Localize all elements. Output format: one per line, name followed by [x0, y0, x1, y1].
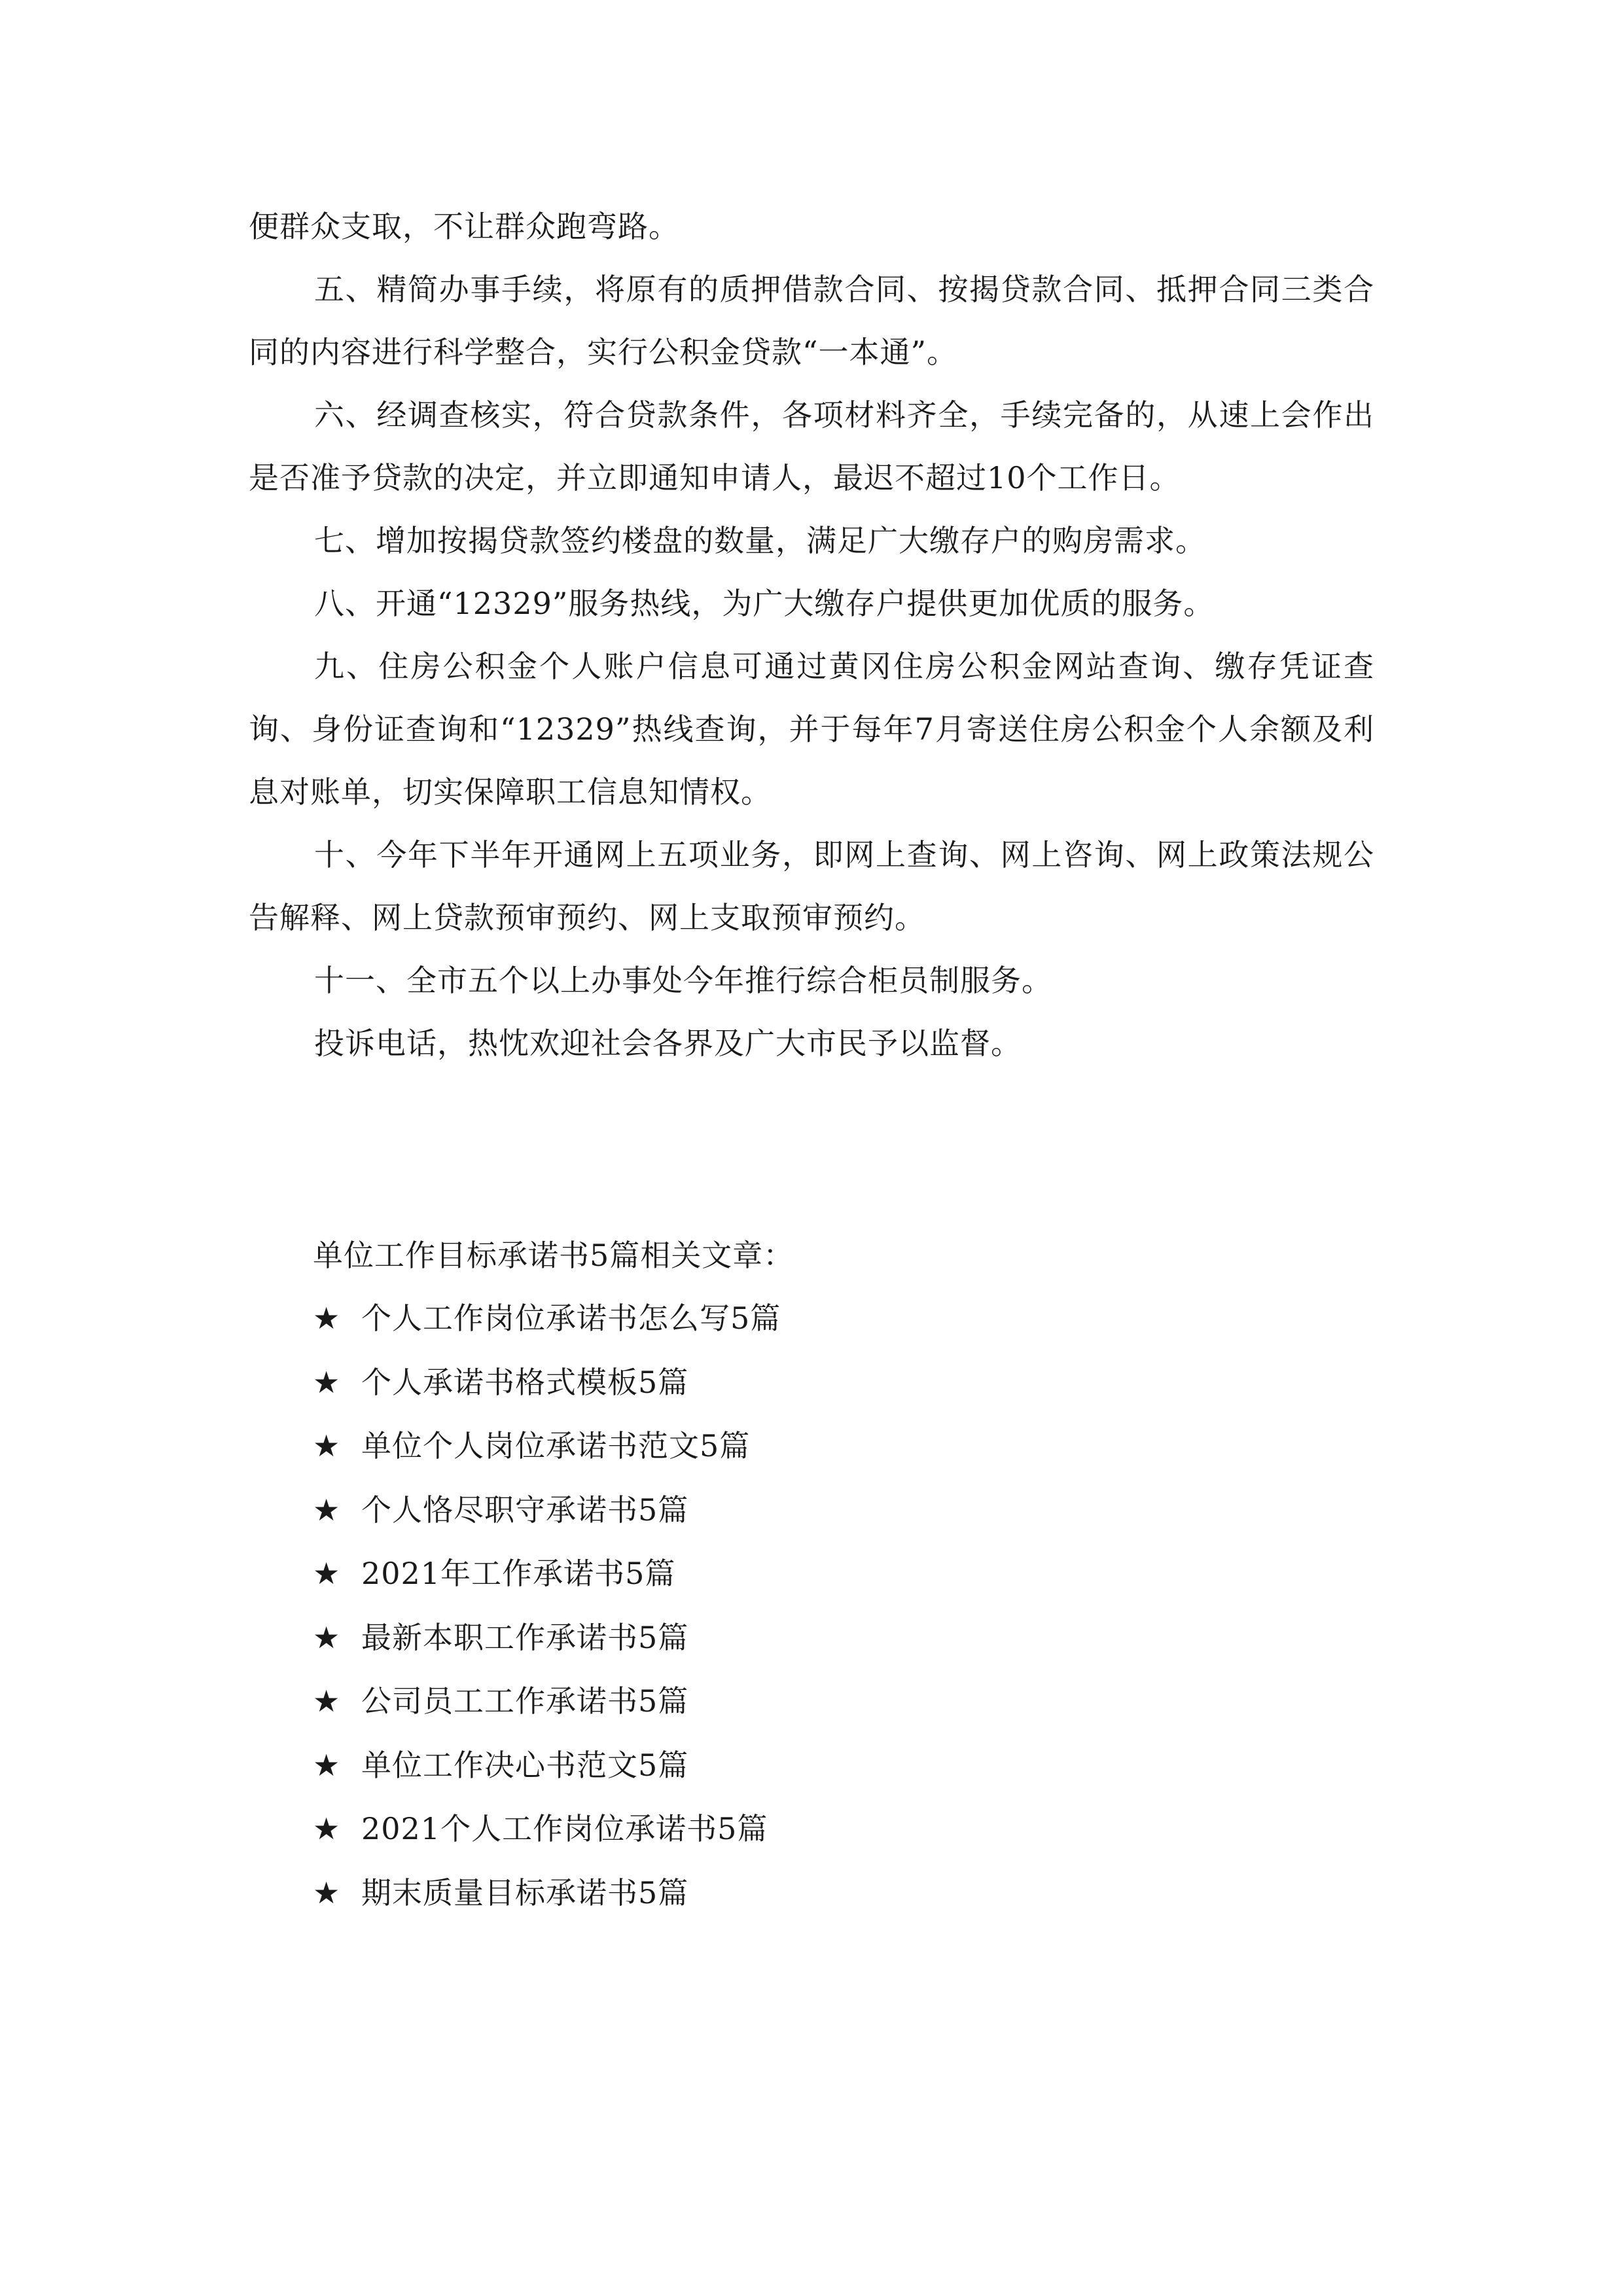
paragraph-item-10: 十、今年下半年开通网上五项业务，即网上查询、网上咨询、网上政策法规公告解释、网上贷款预审预约、网上支取预审预约。	[249, 837, 1374, 935]
paragraph-item-5: 五、精简办事手续，将原有的质押借款合同、按揭贷款合同、抵押合同三类合同的内容进行科学整合，实行公积金贷款“一本通”。	[249, 272, 1374, 370]
star-icon: ★	[313, 1683, 341, 1719]
related-article-link[interactable]	[313, 1351, 1360, 1415]
related-article-link[interactable]	[313, 1734, 1360, 1798]
related-article-link[interactable]	[313, 1414, 1360, 1479]
star-icon: ★	[313, 1364, 341, 1400]
paragraph-item-7: 七、增加按揭贷款签约楼盘的数量，满足广大缴存户的购房需求。	[314, 523, 1206, 558]
related-article-link[interactable]	[313, 1797, 1360, 1861]
star-icon: ★	[313, 1492, 341, 1528]
related-article-title: 个人工作岗位承诺书怎么写5篇	[361, 1300, 781, 1336]
star-icon: ★	[313, 1874, 341, 1910]
related-article-title: 2021年工作承诺书5篇	[361, 1556, 676, 1591]
related-article-title: 最新本职工作承诺书5篇	[361, 1619, 689, 1655]
related-articles-title: 单位工作目标承诺书5篇相关文章：	[313, 1238, 794, 1273]
related-article-link[interactable]	[313, 1670, 1360, 1734]
star-icon: ★	[313, 1619, 341, 1655]
star-icon: ★	[313, 1747, 341, 1783]
related-articles-list	[313, 1287, 1360, 1925]
related-article-title: 2021个人工作岗位承诺书5篇	[361, 1811, 768, 1846]
related-article-title: 公司员工工作承诺书5篇	[361, 1683, 689, 1719]
paragraph-item-11: 十一、全市五个以上办事处今年推行综合柜员制服务。	[314, 963, 1052, 998]
paragraph-complaint: 投诉电话，热忱欢迎社会各界及广大市民予以监督。	[314, 1026, 1022, 1061]
related-articles	[313, 1224, 1360, 1925]
star-icon: ★	[313, 1556, 341, 1591]
related-article-link[interactable]	[313, 1287, 1360, 1351]
related-article-title: 期末质量目标承诺书5篇	[361, 1874, 689, 1910]
paragraph-item-8: 八、开通“12329”服务热线，为广大缴存户提供更加优质的服务。	[314, 586, 1215, 621]
related-article-link[interactable]	[313, 1479, 1360, 1543]
related-article-title: 个人承诺书格式模板5篇	[361, 1364, 689, 1400]
star-icon: ★	[313, 1811, 341, 1846]
related-article-link[interactable]	[313, 1606, 1360, 1670]
star-icon: ★	[313, 1428, 341, 1463]
related-article-title: 单位工作决心书范文5篇	[361, 1747, 689, 1783]
paragraph-item-9: 九、住房公积金个人账户信息可通过黄冈住房公积金网站查询、缴存凭证查询、身份证查询和“12329”热线查询，并于每年7月寄送住房公积金个人余额及利息对账单，切实保障职工信息知情权。	[249, 649, 1374, 810]
star-icon: ★	[313, 1300, 341, 1336]
paragraph-item-6: 六、经调查核实，符合贷款条件，各项材料齐全，手续完备的，从速上会作出是否准予贷款的决定，并立即通知申请人，最迟不超过10个工作日。	[249, 397, 1374, 495]
related-article-title: 个人恪尽职守承诺书5篇	[361, 1492, 689, 1528]
related-article-link[interactable]	[313, 1861, 1360, 1926]
related-article-link[interactable]	[313, 1542, 1360, 1606]
related-article-title: 单位个人岗位承诺书范文5篇	[361, 1428, 751, 1463]
paragraph-continuation: 便群众支取，不让群众跑弯路。	[249, 209, 679, 244]
document-body	[249, 195, 1374, 1075]
